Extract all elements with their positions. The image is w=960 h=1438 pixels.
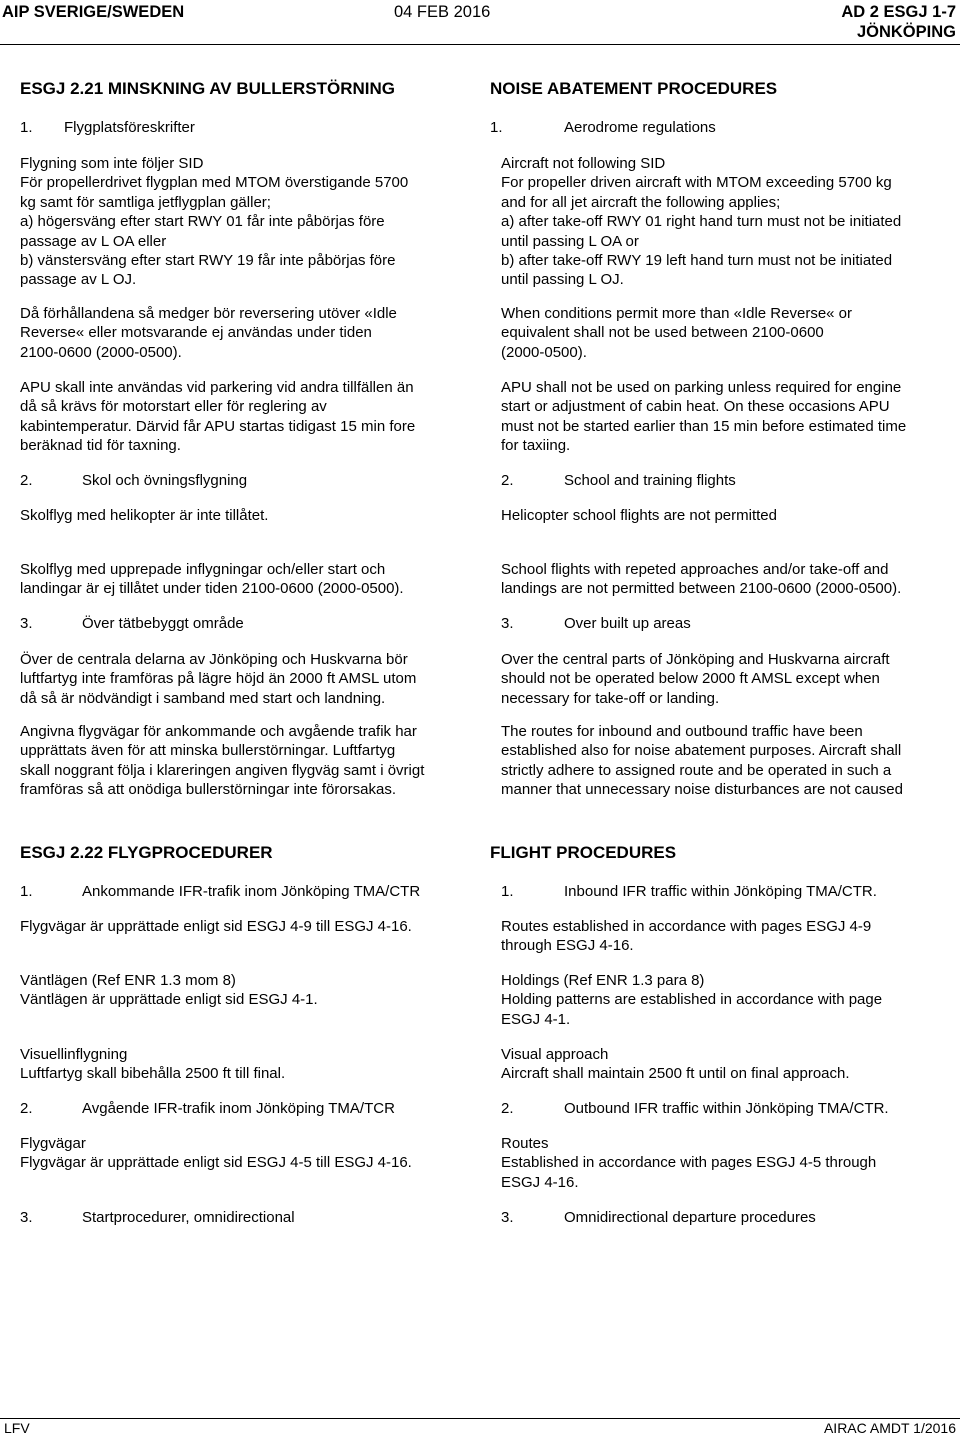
paragraph-en: [501, 971, 882, 1029]
text-line: School flights with repeted approaches and/or take-off and: [501, 561, 889, 578]
text-line: Holdings (Ref ENR 1.3 para 8): [501, 972, 705, 989]
text-line: Established in accordance with pages ESGJ 4-5 through: [501, 1154, 877, 1172]
text-line: Helicopter school flights are not permitted: [501, 507, 777, 524]
header-rule: [0, 44, 960, 45]
item-heading-en: [501, 882, 877, 901]
item-heading-en: [501, 471, 736, 490]
text-line: Holding patterns are established in accordance with page: [501, 991, 883, 1009]
text-line: Routes established in accordance with pages ESGJ 4-9: [501, 918, 872, 935]
item-number: 2.: [20, 1100, 33, 1117]
text-line: framföras så att onödiga bullerstörningar inte förorsakas.: [20, 781, 397, 799]
item-label: School and training flights: [564, 472, 736, 489]
text-line: Skolflyg med helikopter är inte tillåtet.: [20, 507, 269, 524]
text-line: equivalent shall not be used between 2100-0600: [501, 324, 824, 342]
item-number: 1.: [501, 883, 514, 900]
item-number: 3.: [501, 1209, 514, 1226]
text-line: manner that unnecessary noise disturbances are not caused: [501, 781, 903, 799]
item-number: 1.: [20, 119, 33, 136]
text-line: då så krävs för motorstart eller för reglering av: [20, 398, 327, 416]
paragraph-sv: [20, 304, 397, 362]
text-line: When conditions permit more than «Idle Reverse« or: [501, 305, 853, 322]
text-line: Skolflyg med upprepade inflygningar och/eller start och: [20, 561, 386, 578]
header-airport: JÖNKÖPING: [856, 23, 956, 41]
paragraph-en: [501, 722, 903, 800]
item-heading-en: [501, 614, 691, 633]
text-line: APU skall inte användas vid parkering vid andra tillfällen än: [20, 379, 414, 396]
paragraph-sv: [20, 506, 268, 525]
item-number: 1.: [490, 119, 503, 136]
section-title-en: NOISE ABATEMENT PROCEDURES: [490, 79, 778, 98]
text-line: skall noggrant följa i klareringen angiven flygväg samt i övrigt: [20, 761, 425, 779]
footer-publisher: LFV: [4, 1420, 30, 1436]
text-line: until passing L OJ.: [501, 271, 624, 289]
text-line: Flygvägar är upprättade enligt sid ESGJ 4-5 till ESGJ 4-16.: [20, 1154, 412, 1172]
item-heading-sv: [20, 614, 244, 633]
text-line: Visuellinflygning: [20, 1046, 128, 1063]
text-line: passage av L OJ.: [20, 271, 137, 289]
item-label: Aerodrome regulations: [564, 119, 716, 136]
text-line: start or adjustment of cabin heat. On these occasions APU: [501, 398, 890, 416]
header-date: 04 FEB 2016: [394, 3, 491, 21]
item-label: Omnidirectional departure procedures: [564, 1209, 816, 1226]
item-label: Skol och övningsflygning: [82, 472, 248, 489]
text-line: and for all jet aircraft the following applies;: [501, 193, 781, 211]
text-line: luftfartyg inte framföras på lägre höjd än 2000 ft AMSL utom: [20, 670, 417, 688]
text-line: Aircraft shall maintain 2500 ft until on final approach.: [501, 1065, 850, 1083]
footer-rule: [0, 1418, 960, 1419]
text-line: a) högersväng efter start RWY 01 får inte påbörjas före: [20, 213, 385, 231]
text-line: established also for noise abatement purposes. Aircraft shall: [501, 742, 902, 760]
text-line: necessary for take-off or landing.: [501, 689, 720, 707]
item-heading-sv: [20, 882, 420, 901]
paragraph-sv: [20, 154, 408, 290]
text-line: landingar är ej tillåtet under tiden 2100-0600 (2000-0500).: [20, 580, 404, 598]
section-title-sv: ESGJ 2.22 FLYGPROCEDURER: [20, 843, 273, 862]
footer-amendment: AIRAC AMDT 1/2016: [823, 1420, 956, 1436]
text-line: Flygning som inte följer SID: [20, 155, 204, 172]
text-line: Over the central parts of Jönköping and Huskvarna aircraft: [501, 651, 890, 668]
text-line: a) after take-off RWY 01 right hand turn must not be initiated: [501, 213, 902, 231]
item-label: Over built up areas: [564, 615, 691, 632]
paragraph-sv: [20, 560, 404, 599]
text-line: Då förhållandena så medger bör reversering utöver «Idle: [20, 305, 397, 322]
item-number: 2.: [501, 472, 514, 489]
text-line: until passing L OA or: [501, 232, 639, 250]
text-line: landings are not permitted between 2100-0600 (2000-0500).: [501, 580, 902, 598]
header-page-ref: AD 2 ESGJ 1-7: [841, 3, 956, 21]
paragraph-en: [501, 154, 901, 290]
paragraph-en: [501, 650, 890, 708]
text-line: Väntlägen (Ref ENR 1.3 mom 8): [20, 972, 236, 989]
text-line: kg samt för samtliga jetflygplan gäller;: [20, 193, 271, 211]
item-number: 2.: [20, 472, 33, 489]
item-heading-en: [501, 1099, 889, 1118]
text-line: Reverse« eller motsvarande ej användas under tiden: [20, 324, 372, 342]
item-label: Flygplatsföreskrifter: [64, 119, 195, 136]
paragraph-sv: [20, 1045, 285, 1084]
text-line: Aircraft not following SID: [501, 155, 666, 172]
text-line: ESGJ 4-1.: [501, 1010, 571, 1028]
item-label: Inbound IFR traffic within Jönköping TMA/CTR.: [564, 883, 877, 900]
text-line: beräknad tid för taxning.: [20, 437, 181, 455]
item-number: 3.: [20, 1209, 33, 1226]
item-label: Outbound IFR traffic within Jönköping TMA/CTR.: [564, 1100, 889, 1117]
item-label: Avgående IFR-trafik inom Jönköping TMA/TCR: [82, 1100, 395, 1117]
text-line: passage av L OA eller: [20, 232, 167, 250]
item-label: Startprocedurer, omnidirectional: [82, 1209, 295, 1226]
text-line: for taxiing.: [501, 437, 571, 455]
text-line: För propellerdrivet flygplan med MTOM överstigande 5700: [20, 174, 409, 192]
text-line: Visual approach: [501, 1046, 609, 1063]
text-line: 2100-0600 (2000-0500).: [20, 343, 182, 361]
item-number: 1.: [20, 883, 33, 900]
text-line: b) after take-off RWY 19 left hand turn must not be initiated: [501, 252, 893, 270]
item-heading-sv: [20, 1208, 295, 1227]
text-line: through ESGJ 4-16.: [501, 937, 634, 955]
section-title-sv: ESGJ 2.21 MINSKNING AV BULLERSTÖRNING: [20, 79, 395, 98]
paragraph-sv: [20, 378, 415, 456]
text-line: must not be started earlier than 15 min before estimated time: [501, 417, 907, 435]
item-heading-sv: [20, 118, 195, 137]
text-line: Angivna flygvägar för ankommande och avgående trafik har: [20, 723, 417, 740]
text-line: Flygvägar: [20, 1135, 86, 1152]
paragraph-en: [501, 378, 906, 456]
paragraph-sv: [20, 917, 412, 936]
paragraph-sv: [20, 722, 424, 800]
text-line: Luftfartyg skall bibehålla 2500 ft till final.: [20, 1065, 286, 1083]
paragraph-en: [501, 1045, 850, 1084]
item-number: 3.: [20, 615, 33, 632]
item-heading-sv: [20, 1099, 395, 1118]
text-line: Över de centrala delarna av Jönköping och Huskvarna bör: [20, 651, 408, 668]
paragraph-en: [501, 506, 777, 525]
item-label: Ankommande IFR-trafik inom Jönköping TMA/CTR: [82, 883, 421, 900]
item-heading-sv: [20, 471, 247, 490]
text-line: Routes: [501, 1135, 549, 1152]
text-line: kabintemperatur. Därvid får APU startas tidigast 15 min fore: [20, 417, 416, 435]
text-line: Flygvägar är upprättade enligt sid ESGJ 4-9 till ESGJ 4-16.: [20, 918, 412, 935]
text-line: should not be operated below 2000 ft AMSL except when: [501, 670, 880, 688]
paragraph-en: [501, 560, 901, 599]
paragraph-en: [501, 917, 871, 956]
section-title-en: FLIGHT PROCEDURES: [490, 843, 677, 862]
item-label: Över tätbebyggt område: [82, 615, 244, 632]
text-line: upprättats även för att minska bullerstörningar. Luftfartyg: [20, 742, 396, 760]
paragraph-sv: [20, 971, 318, 1010]
header-left: AIP SVERIGE/SWEDEN: [2, 3, 185, 21]
paragraph-en: [501, 1134, 876, 1192]
text-line: APU shall not be used on parking unless required for engine: [501, 379, 902, 396]
text-line: The routes for inbound and outbound traffic have been: [501, 723, 863, 740]
item-number: 3.: [501, 615, 514, 632]
paragraph-en: [501, 304, 852, 362]
item-number: 2.: [501, 1100, 514, 1117]
item-heading-en: [501, 1208, 816, 1227]
text-line: For propeller driven aircraft with MTOM exceeding 5700 kg: [501, 174, 892, 192]
paragraph-sv: [20, 1134, 412, 1173]
text-line: b) vänstersväng efter start RWY 19 får inte påbörjas före: [20, 252, 396, 270]
text-line: Väntlägen är upprättade enligt sid ESGJ 4-1.: [20, 991, 318, 1009]
text-line: ESGJ 4-16.: [501, 1173, 579, 1191]
text-line: strictly adhere to assigned route and be operated in such a: [501, 761, 892, 779]
text-line: (2000-0500).: [501, 343, 587, 361]
item-heading-en: [490, 118, 716, 137]
paragraph-sv: [20, 650, 416, 708]
text-line: då så är nödvändigt i samband med start och landning.: [20, 689, 386, 707]
